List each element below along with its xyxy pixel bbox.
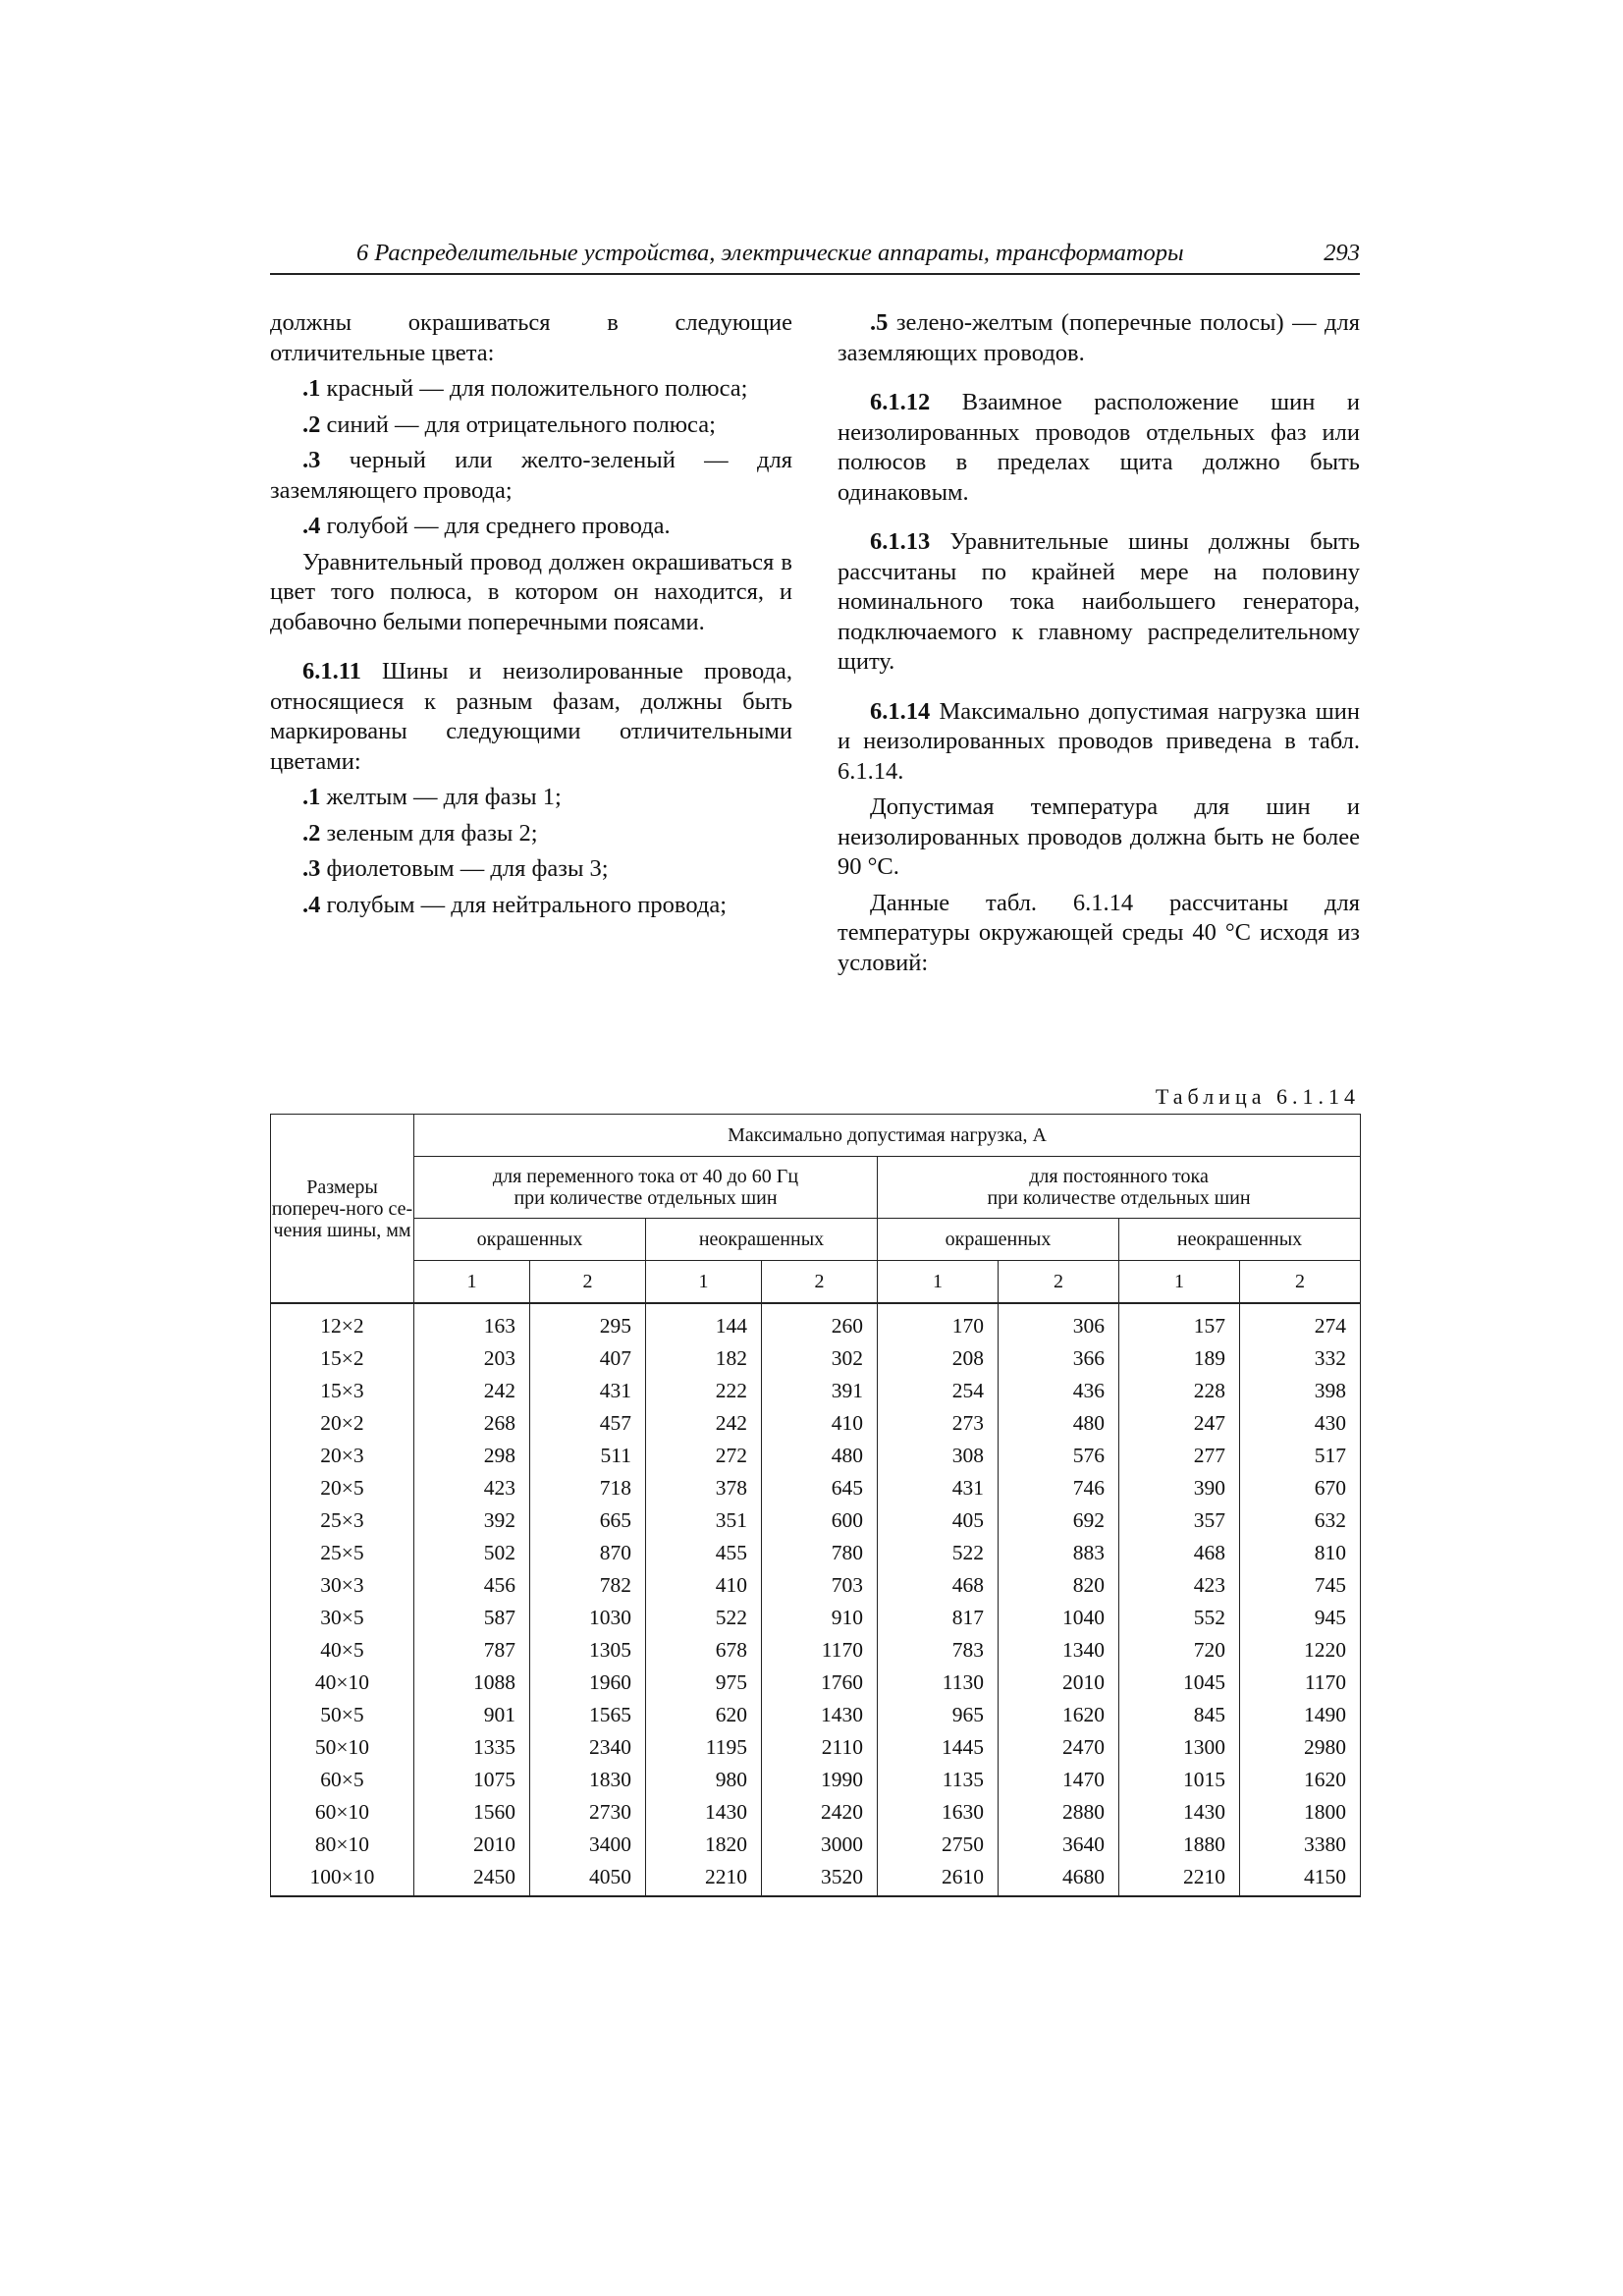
load-value-cell: 222 <box>646 1375 762 1407</box>
load-value-cell: 1760 <box>762 1667 878 1699</box>
load-value-cell: 1560 <box>414 1796 530 1829</box>
paragraph <box>270 446 792 506</box>
section-size-cell: 20×3 <box>271 1440 414 1472</box>
table-body <box>271 1303 1361 1896</box>
paragraph <box>270 657 792 777</box>
count-header: 1 <box>878 1261 999 1304</box>
load-value-cell: 620 <box>646 1699 762 1731</box>
load-value-cell: 1300 <box>1119 1731 1240 1764</box>
load-value-cell: 1430 <box>646 1796 762 1829</box>
paragraph <box>838 889 1360 979</box>
paragraph-text: Уравнительный провод должен окрашиваться в цвет того полюса, в котором он находится, и добавочно белыми поперечными поясами. <box>270 548 792 635</box>
section-size-cell: 50×10 <box>271 1731 414 1764</box>
section-size-cell: 100×10 <box>271 1861 414 1896</box>
load-value-cell: 522 <box>646 1602 762 1634</box>
load-value-cell: 965 <box>878 1699 999 1731</box>
load-value-cell: 407 <box>530 1342 646 1375</box>
load-value-cell: 480 <box>762 1440 878 1472</box>
load-value-cell: 208 <box>878 1342 999 1375</box>
load-value-cell: 1015 <box>1119 1764 1240 1796</box>
load-value-cell: 468 <box>1119 1537 1240 1569</box>
item-number: .5 <box>870 309 889 336</box>
load-value-cell: 1030 <box>530 1602 646 1634</box>
dc-unpainted-header: неокрашенных <box>1119 1219 1361 1261</box>
load-value-cell: 332 <box>1240 1342 1361 1375</box>
paragraph-text: красный — для положительного полюса; <box>320 375 748 402</box>
paragraph-text: зелено-желтым (поперечные полосы) — для заземляющих проводов. <box>838 309 1360 366</box>
load-value-cell: 2340 <box>530 1731 646 1764</box>
dc-header: для постоянного тока при количестве отдельных шин <box>878 1157 1361 1219</box>
load-value-cell: 870 <box>530 1537 646 1569</box>
load-value-cell: 1960 <box>530 1667 646 1699</box>
load-value-cell: 780 <box>762 1537 878 1569</box>
section-size-cell: 40×10 <box>271 1667 414 1699</box>
paragraph-text: фиолетовым — для фазы 3; <box>320 855 609 882</box>
load-value-cell: 2610 <box>878 1861 999 1896</box>
paragraph <box>270 854 792 885</box>
count-header: 2 <box>1240 1261 1361 1304</box>
load-value-cell: 576 <box>999 1440 1119 1472</box>
page-number: 293 <box>1324 240 1360 266</box>
load-value-cell: 980 <box>646 1764 762 1796</box>
load-value-cell: 600 <box>762 1504 878 1537</box>
table-row <box>271 1440 1361 1472</box>
paragraph-text: Максимально допустимая нагрузка шин и неизолированных проводов приведена в табл. 6.1.14. <box>838 697 1360 785</box>
load-value-cell: 357 <box>1119 1504 1240 1537</box>
load-value-cell: 2110 <box>762 1731 878 1764</box>
load-value-cell: 2010 <box>999 1667 1119 1699</box>
load-value-cell: 1220 <box>1240 1634 1361 1667</box>
item-number: .4 <box>302 891 321 918</box>
load-value-cell: 182 <box>646 1342 762 1375</box>
load-value-cell: 1430 <box>1119 1796 1240 1829</box>
load-value-cell: 436 <box>999 1375 1119 1407</box>
load-value-cell: 975 <box>646 1667 762 1699</box>
ac-header: для переменного тока от 40 до 60 Гц при количестве отдельных шин <box>414 1157 878 1219</box>
load-value-cell: 1880 <box>1119 1829 1240 1861</box>
load-value-cell: 1445 <box>878 1731 999 1764</box>
load-value-cell: 1135 <box>878 1764 999 1796</box>
main-header: Максимально допустимая нагрузка, А <box>414 1115 1361 1157</box>
load-value-cell: 810 <box>1240 1537 1361 1569</box>
count-header: 2 <box>530 1261 646 1304</box>
load-value-cell: 678 <box>646 1634 762 1667</box>
load-value-cell: 277 <box>1119 1440 1240 1472</box>
item-number: .3 <box>302 447 321 473</box>
section-size-cell: 15×3 <box>271 1375 414 1407</box>
paragraph <box>270 819 792 849</box>
load-value-cell: 1170 <box>762 1634 878 1667</box>
paragraph <box>838 388 1360 508</box>
load-value-cell: 517 <box>1240 1440 1361 1472</box>
load-value-cell: 1830 <box>530 1764 646 1796</box>
load-value-cell: 273 <box>878 1407 999 1440</box>
item-number: 6.1.13 <box>870 528 931 555</box>
load-value-cell: 247 <box>1119 1407 1240 1440</box>
load-value-cell: 901 <box>414 1699 530 1731</box>
section-size-cell: 12×2 <box>271 1303 414 1342</box>
load-value-cell: 1990 <box>762 1764 878 1796</box>
load-value-cell: 718 <box>530 1472 646 1504</box>
load-value-cell: 302 <box>762 1342 878 1375</box>
table-row <box>271 1342 1361 1375</box>
load-value-cell: 552 <box>1119 1602 1240 1634</box>
load-value-cell: 260 <box>762 1303 878 1342</box>
count-header: 1 <box>1119 1261 1240 1304</box>
section-size-cell: 30×3 <box>271 1569 414 1602</box>
load-value-cell: 502 <box>414 1537 530 1569</box>
load-value-cell: 782 <box>530 1569 646 1602</box>
paragraph <box>270 891 792 921</box>
paragraph <box>270 783 792 813</box>
size-header: Размеры попереч-ного се-чения шины, мм <box>271 1115 414 1304</box>
load-value-cell: 670 <box>1240 1472 1361 1504</box>
load-value-cell: 4680 <box>999 1861 1119 1896</box>
table-row <box>271 1537 1361 1569</box>
load-value-cell: 295 <box>530 1303 646 1342</box>
table-row <box>271 1602 1361 1634</box>
table-row <box>271 1634 1361 1667</box>
table-row <box>271 1569 1361 1602</box>
load-value-cell: 254 <box>878 1375 999 1407</box>
load-value-cell: 511 <box>530 1440 646 1472</box>
load-value-cell: 170 <box>878 1303 999 1342</box>
load-value-cell: 306 <box>999 1303 1119 1342</box>
load-value-cell: 1305 <box>530 1634 646 1667</box>
load-value-cell: 2210 <box>1119 1861 1240 1896</box>
paragraph-text: Допустимая температура для шин и неизолированных проводов должна быть не более 90 °С. <box>838 793 1360 880</box>
load-value-cell: 2750 <box>878 1829 999 1861</box>
table-row <box>271 1667 1361 1699</box>
load-value-cell: 1335 <box>414 1731 530 1764</box>
table-row <box>271 1472 1361 1504</box>
table-row <box>271 1731 1361 1764</box>
item-number: .3 <box>302 855 321 882</box>
load-value-cell: 746 <box>999 1472 1119 1504</box>
section-size-cell: 40×5 <box>271 1634 414 1667</box>
item-number: 6.1.11 <box>302 658 361 684</box>
load-value-cell: 189 <box>1119 1342 1240 1375</box>
load-value-cell: 298 <box>414 1440 530 1472</box>
load-value-cell: 817 <box>878 1602 999 1634</box>
load-value-cell: 1045 <box>1119 1667 1240 1699</box>
load-value-cell: 787 <box>414 1634 530 1667</box>
load-value-cell: 391 <box>762 1375 878 1407</box>
load-value-cell: 242 <box>646 1407 762 1440</box>
count-header: 2 <box>762 1261 878 1304</box>
paragraph <box>838 697 1360 788</box>
table-row <box>271 1699 1361 1731</box>
paragraph-text: должны окрашиваться в следующие отличительные цвета: <box>270 309 792 366</box>
load-value-cell: 1195 <box>646 1731 762 1764</box>
paragraph-text: Уравнительные шины должны быть рассчитаны по крайней мере на половину номинального тока наибольшего генератора, подключаемого к главному распределительному щиту. <box>838 528 1360 675</box>
load-value-cell: 1088 <box>414 1667 530 1699</box>
load-value-cell: 1040 <box>999 1602 1119 1634</box>
paragraph-text: черный или желто-зеленый — для заземляющего провода; <box>270 447 792 504</box>
load-value-cell: 2730 <box>530 1796 646 1829</box>
load-value-cell: 2210 <box>646 1861 762 1896</box>
load-value-cell: 4050 <box>530 1861 646 1896</box>
load-value-cell: 431 <box>878 1472 999 1504</box>
section-size-cell: 50×5 <box>271 1699 414 1731</box>
item-number: .4 <box>302 513 321 539</box>
section-size-cell: 30×5 <box>271 1602 414 1634</box>
load-value-cell: 2010 <box>414 1829 530 1861</box>
load-value-cell: 2470 <box>999 1731 1119 1764</box>
load-value-cell: 3400 <box>530 1829 646 1861</box>
table-row <box>271 1375 1361 1407</box>
paragraph-text: голубой — для среднего провода. <box>320 513 671 539</box>
right-text-column <box>838 308 1360 984</box>
paragraph-text: зеленым для фазы 2; <box>320 819 538 847</box>
section-size-cell: 60×5 <box>271 1764 414 1796</box>
table-row <box>271 1504 1361 1537</box>
load-value-cell: 703 <box>762 1569 878 1602</box>
load-value-cell: 845 <box>1119 1699 1240 1731</box>
load-value-cell: 587 <box>414 1602 530 1634</box>
load-value-cell: 203 <box>414 1342 530 1375</box>
load-value-cell: 1820 <box>646 1829 762 1861</box>
load-value-cell: 692 <box>999 1504 1119 1537</box>
load-value-cell: 242 <box>414 1375 530 1407</box>
item-number: .1 <box>302 375 321 402</box>
load-value-cell: 3000 <box>762 1829 878 1861</box>
load-value-cell: 456 <box>414 1569 530 1602</box>
load-value-cell: 1130 <box>878 1667 999 1699</box>
paragraph <box>270 512 792 542</box>
chapter-title: 6 Распределительные устройства, электрические аппараты, трансформаторы <box>356 240 1184 266</box>
count-header: 1 <box>414 1261 530 1304</box>
load-value-cell: 2980 <box>1240 1731 1361 1764</box>
load-value-cell: 2420 <box>762 1796 878 1829</box>
running-header <box>270 238 1360 275</box>
paragraph-text: желтым — для фазы 1; <box>320 784 562 810</box>
load-value-cell: 745 <box>1240 1569 1361 1602</box>
load-value-cell: 1565 <box>530 1699 646 1731</box>
load-value-cell: 1170 <box>1240 1667 1361 1699</box>
load-value-cell: 431 <box>530 1375 646 1407</box>
paragraph <box>270 410 792 441</box>
load-value-cell: 1800 <box>1240 1796 1361 1829</box>
paragraph <box>838 527 1360 678</box>
load-value-cell: 1620 <box>1240 1764 1361 1796</box>
load-value-cell: 430 <box>1240 1407 1361 1440</box>
section-size-cell: 15×2 <box>271 1342 414 1375</box>
table-row <box>271 1861 1361 1896</box>
load-value-cell: 457 <box>530 1407 646 1440</box>
section-size-cell: 20×2 <box>271 1407 414 1440</box>
load-value-cell: 410 <box>646 1569 762 1602</box>
load-value-cell: 274 <box>1240 1303 1361 1342</box>
item-number: .2 <box>302 819 321 847</box>
paragraph-text: Взаимное расположение шин и неизолированных проводов отдельных фаз или полюсов в пределах щита должно быть одинаковым. <box>838 389 1360 506</box>
load-value-cell: 228 <box>1119 1375 1240 1407</box>
section-size-cell: 60×10 <box>271 1796 414 1829</box>
load-value-cell: 308 <box>878 1440 999 1472</box>
item-number: 6.1.14 <box>870 697 931 725</box>
load-value-cell: 1620 <box>999 1699 1119 1731</box>
load-value-cell: 1490 <box>1240 1699 1361 1731</box>
paragraph <box>270 374 792 405</box>
table-row <box>271 1407 1361 1440</box>
load-value-cell: 268 <box>414 1407 530 1440</box>
load-value-cell: 945 <box>1240 1602 1361 1634</box>
load-value-cell: 378 <box>646 1472 762 1504</box>
paragraph-text: Шины и неизолированные провода, относящиеся к разным фазам, должны быть маркированы следующими отличительными цветами: <box>270 658 792 775</box>
load-value-cell: 3520 <box>762 1861 878 1896</box>
dc-painted-header: окрашенных <box>878 1219 1119 1261</box>
ac-unpainted-header: неокрашенных <box>646 1219 878 1261</box>
load-value-cell: 410 <box>762 1407 878 1440</box>
paragraph <box>838 793 1360 883</box>
load-value-cell: 2880 <box>999 1796 1119 1829</box>
paragraph-text: Данные табл. 6.1.14 рассчитаны для температуры окружающей среды 40 °С исходя из условий: <box>838 889 1360 976</box>
count-header: 2 <box>999 1261 1119 1304</box>
load-value-cell: 632 <box>1240 1504 1361 1537</box>
load-value-cell: 720 <box>1119 1634 1240 1667</box>
load-value-cell: 405 <box>878 1504 999 1537</box>
paragraph <box>838 308 1360 368</box>
load-value-cell: 3640 <box>999 1829 1119 1861</box>
left-text-column <box>270 308 792 926</box>
load-value-cell: 4150 <box>1240 1861 1361 1896</box>
load-value-cell: 783 <box>878 1634 999 1667</box>
ac-painted-header: окрашенных <box>414 1219 646 1261</box>
load-value-cell: 1430 <box>762 1699 878 1731</box>
load-value-cell: 820 <box>999 1569 1119 1602</box>
section-size-cell: 80×10 <box>271 1829 414 1861</box>
item-number: .2 <box>302 410 321 438</box>
table-row <box>271 1796 1361 1829</box>
section-size-cell: 25×3 <box>271 1504 414 1537</box>
paragraph-text: синий — для отрицательного полюса; <box>320 410 716 438</box>
item-number: 6.1.12 <box>870 389 931 415</box>
load-value-cell: 645 <box>762 1472 878 1504</box>
paragraph <box>270 308 792 368</box>
load-value-cell: 1075 <box>414 1764 530 1796</box>
load-value-cell: 1470 <box>999 1764 1119 1796</box>
load-value-cell: 1630 <box>878 1796 999 1829</box>
load-value-cell: 468 <box>878 1569 999 1602</box>
table-caption: Таблица 6.1.14 <box>1155 1084 1360 1109</box>
load-value-cell: 272 <box>646 1440 762 1472</box>
load-value-cell: 366 <box>999 1342 1119 1375</box>
load-value-cell: 351 <box>646 1504 762 1537</box>
count-header: 1 <box>646 1261 762 1304</box>
load-value-cell: 157 <box>1119 1303 1240 1342</box>
table-row <box>271 1303 1361 1342</box>
section-size-cell: 20×5 <box>271 1472 414 1504</box>
load-value-cell: 2450 <box>414 1861 530 1896</box>
load-value-cell: 1340 <box>999 1634 1119 1667</box>
load-value-cell: 522 <box>878 1537 999 1569</box>
load-value-cell: 392 <box>414 1504 530 1537</box>
table-row <box>271 1829 1361 1861</box>
load-value-cell: 910 <box>762 1602 878 1634</box>
load-value-cell: 3380 <box>1240 1829 1361 1861</box>
section-size-cell: 25×5 <box>271 1537 414 1569</box>
paragraph <box>270 548 792 638</box>
load-value-cell: 390 <box>1119 1472 1240 1504</box>
load-value-cell: 144 <box>646 1303 762 1342</box>
load-value-cell: 883 <box>999 1537 1119 1569</box>
load-value-cell: 398 <box>1240 1375 1361 1407</box>
item-number: .1 <box>302 784 321 810</box>
table-row <box>271 1764 1361 1796</box>
load-value-cell: 665 <box>530 1504 646 1537</box>
load-value-cell: 423 <box>414 1472 530 1504</box>
paragraph-text: голубым — для нейтрального провода; <box>320 891 728 918</box>
load-value-cell: 163 <box>414 1303 530 1342</box>
load-table <box>270 1114 1361 1897</box>
load-value-cell: 480 <box>999 1407 1119 1440</box>
load-value-cell: 423 <box>1119 1569 1240 1602</box>
load-value-cell: 455 <box>646 1537 762 1569</box>
